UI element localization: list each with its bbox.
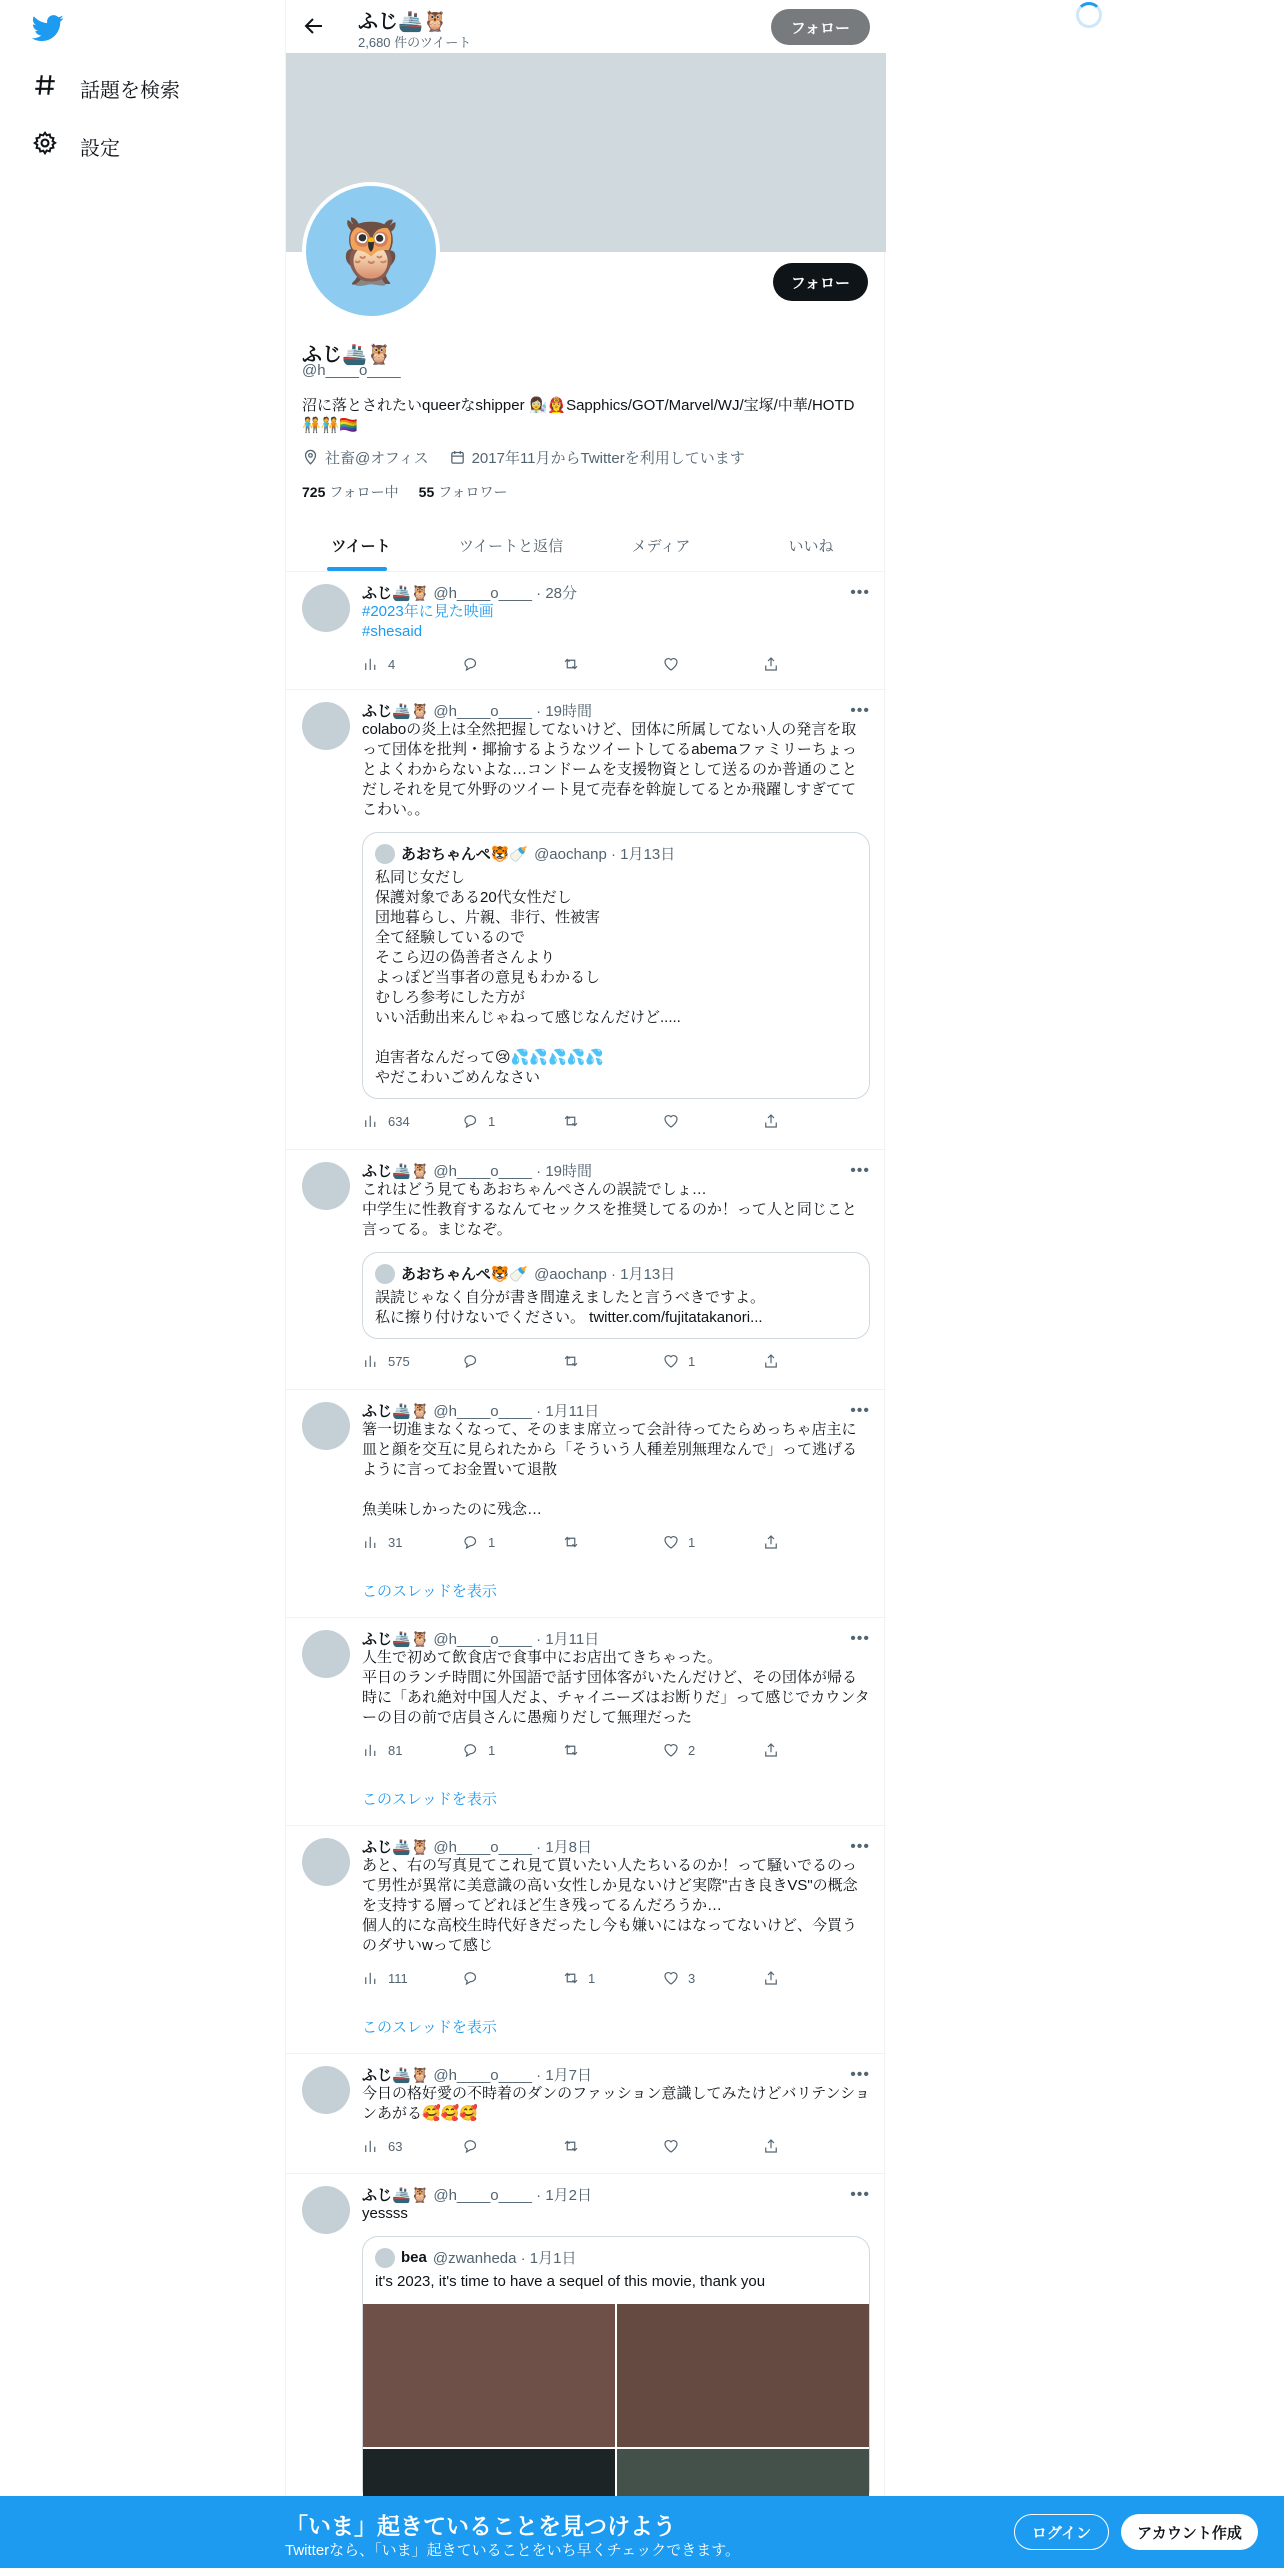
- tweet-text: 今日の格好愛の不時着のダンのファッション意識してみたけどバリテンションあがる🥰🥰🥰: [362, 2085, 870, 2122]
- header-name: ふじ🚢🦉: [358, 11, 448, 33]
- quote-author: あおちゃんぺ🐯🍼: [401, 1266, 529, 1283]
- avatar[interactable]: [302, 1162, 350, 1210]
- retweet-icon: [562, 1112, 580, 1130]
- tab-tweets-replies[interactable]: ツイートと返信: [458, 537, 564, 555]
- share-icon: [762, 1969, 780, 1987]
- avatar: [375, 844, 395, 864]
- quote-text: it's 2023, it's time to have a sequel of this movie, thank you: [375, 2273, 766, 2290]
- like-button[interactable]: [662, 655, 762, 673]
- avatar[interactable]: [302, 702, 350, 750]
- heart-icon: [662, 655, 680, 673]
- tweet-author[interactable]: ふじ🚢🦉: [362, 2186, 430, 2204]
- share-icon: [762, 655, 780, 673]
- banner-subtitle: Twitterなら、「いま」起きていることをいち早くチェックできます。: [285, 2542, 741, 2559]
- heart-icon: [662, 1969, 680, 1987]
- quote-meta: @aochanp · 1月13日: [534, 1266, 676, 1283]
- share-icon: [762, 2137, 780, 2155]
- retweet-button[interactable]: 1: [562, 1969, 662, 1987]
- profile-column: [285, 0, 885, 2568]
- quote-media-grid[interactable]: [363, 2304, 869, 2504]
- quote-text: 私同じ女だし 保護対象である20代女性だし 団地暮らし、片親、非行、性被害 全て経験しているので そこら辺の偽善者さんより よっぽど当事者の意見もわかるし むしろ参考にした方が いい活動出来んじゃねって感じなんだけど..... 迫害者なんだって😢💦💦💦💦💦 やだこわいごめんなさい: [375, 869, 681, 1086]
- quoted-tweet[interactable]: [362, 2236, 870, 2505]
- retweet-button[interactable]: [562, 655, 662, 673]
- gear-icon: [32, 130, 58, 162]
- more-icon[interactable]: •••: [850, 702, 870, 719]
- left-nav: [0, 0, 285, 2568]
- more-icon[interactable]: •••: [850, 2186, 870, 2203]
- media-image[interactable]: [363, 2304, 615, 2447]
- tweet-text: 人生で初めて飲食店で食事中にお店出てきちゃった。 平日のランチ時間に外国語で話す団体客がいたんだけど、その団体が帰る時に「あれ絶対中国人だよ、チャイニーズはお断りだ」って感じでカウンターの目の前で店員さんに愚痴りだして無理だった: [362, 1649, 870, 1726]
- views-button[interactable]: 63: [362, 2137, 462, 2155]
- tweet-meta: @h____o____ · 28分: [433, 584, 578, 602]
- reply-icon: [462, 1352, 480, 1370]
- tweet-meta: @h____o____ · 19時間: [433, 1162, 593, 1180]
- tweet-meta: @h____o____ · 19時間: [433, 702, 593, 720]
- location-pin-icon: [302, 449, 319, 466]
- like-button[interactable]: 2: [662, 1741, 762, 1759]
- more-icon[interactable]: •••: [850, 584, 870, 601]
- avatar[interactable]: [302, 1838, 350, 1886]
- share-button[interactable]: [762, 1533, 862, 1551]
- header-tweet-count: 2,680 件のツイート: [358, 35, 472, 50]
- profile-follow-stats: [302, 482, 508, 502]
- like-button[interactable]: 1: [662, 1533, 762, 1551]
- tweet-text: これはどう見てもあおちゃんぺさんの誤読でしょ… 中学生に性教育するなんてセックスを推奨してるのか！って人と同じこと言ってる。まじなぞ。: [362, 1181, 857, 1238]
- profile-header-bar: [286, 0, 886, 53]
- like-button[interactable]: 1: [662, 1352, 762, 1370]
- nav-explore-label: 話題を検索: [80, 79, 180, 102]
- profile-tabs: [286, 519, 886, 572]
- tweet-author[interactable]: ふじ🚢🦉: [362, 1162, 430, 1180]
- tweet-author[interactable]: ふじ🚢🦉: [362, 584, 430, 602]
- views-button[interactable]: 31: [362, 1533, 462, 1551]
- share-button[interactable]: [762, 2137, 862, 2155]
- retweet-icon: [562, 1533, 580, 1551]
- retweet-button[interactable]: [562, 1741, 662, 1759]
- retweet-button[interactable]: [562, 1533, 662, 1551]
- show-thread-link[interactable]: このスレッドを表示: [362, 2019, 497, 2036]
- tweet-text: あと、右の写真見てこれ見て買いたい人たちいるのか！って騒いでるのって男性が異常に美意識の高い女性しか見ないけど実際"古き良きVS"の概念を支持する層ってどれほど生き残ってるんだろうか… 個人的にな高校生時代好きだったし今も嫌いにはなってないけど、今買うのダサいwって感じ: [362, 1857, 858, 1954]
- tweet-author[interactable]: ふじ🚢🦉: [362, 1630, 430, 1648]
- quote-meta: @zwanheda · 1月1日: [432, 2250, 577, 2267]
- views-button[interactable]: 111: [362, 1969, 462, 1987]
- heart-icon: [662, 1741, 680, 1759]
- retweet-button[interactable]: [562, 1112, 662, 1130]
- tweet-author[interactable]: ふじ🚢🦉: [362, 702, 430, 720]
- tweet[interactable]: [286, 1390, 886, 1618]
- retweet-button[interactable]: [562, 2137, 662, 2155]
- follow-button[interactable]: フォロー: [773, 263, 868, 301]
- tweet-meta: @h____o____ · 1月7日: [433, 2066, 593, 2084]
- views-chart-icon: [362, 1533, 380, 1551]
- heart-icon: [662, 1352, 680, 1370]
- views-button[interactable]: 81: [362, 1741, 462, 1759]
- reply-button[interactable]: [462, 655, 562, 673]
- signup-banner: [0, 2496, 1284, 2568]
- reply-button[interactable]: [462, 2137, 562, 2155]
- heart-icon: [662, 2137, 680, 2155]
- share-icon: [762, 1352, 780, 1370]
- reply-icon: [462, 2137, 480, 2155]
- header-follow-button[interactable]: フォロー: [771, 9, 870, 45]
- more-icon[interactable]: •••: [850, 1402, 870, 1419]
- share-button[interactable]: [762, 1352, 862, 1370]
- more-icon[interactable]: •••: [850, 1162, 870, 1179]
- tweet[interactable]: [286, 690, 886, 1150]
- avatar: [375, 1264, 395, 1284]
- views-button[interactable]: 575: [362, 1352, 462, 1370]
- profile-name: ふじ🚢🦉: [302, 344, 392, 366]
- more-icon[interactable]: •••: [850, 2066, 870, 2083]
- tweet[interactable]: [286, 572, 886, 690]
- tweet[interactable]: [286, 1150, 886, 1390]
- tweet-meta: @h____o____ · 1月11日: [433, 1630, 600, 1648]
- avatar: [375, 2248, 395, 2268]
- profile-joined: [449, 447, 745, 468]
- tab-tweets[interactable]: ツイート: [286, 519, 436, 571]
- tweet-text: 箸一切進まなくなって、そのまま席立って会計待ってたらめっちゃ店主に皿と顔を交互に見られたから「そういう人種差別無理なんで」って逃げるように言ってお金置いて退散 魚美味しかったのに残念…: [362, 1421, 858, 1518]
- reply-icon: [462, 1112, 480, 1130]
- share-icon: [762, 1112, 780, 1130]
- tweet[interactable]: [286, 2054, 886, 2174]
- quoted-tweet[interactable]: [362, 1252, 870, 1339]
- retweet-icon: [562, 1741, 580, 1759]
- loading-spinner-icon: [1076, 2, 1102, 28]
- tweet-text: yessss: [362, 2205, 408, 2222]
- hashtag-link[interactable]: #shesaid: [362, 623, 423, 640]
- views-button[interactable]: 4: [362, 655, 462, 673]
- show-thread-link[interactable]: このスレッドを表示: [362, 1583, 497, 1600]
- quote-text: 誤読じゃなく自分が書き間違えましたと言うべきですよ。 私に擦り付けないでください。 twitter.com/fujitatakanori...: [375, 1289, 766, 1326]
- hashtag-link[interactable]: #2023年に見た映画: [362, 603, 494, 620]
- nav-explore[interactable]: [32, 72, 180, 104]
- tweet-meta: @h____o____ · 1月8日: [433, 1838, 593, 1856]
- avatar[interactable]: [302, 584, 350, 632]
- nav-settings[interactable]: [32, 130, 120, 162]
- views-chart-icon: [362, 1969, 380, 1987]
- quote-meta: @aochanp · 1月13日: [534, 846, 676, 863]
- share-icon: [762, 1741, 780, 1759]
- tweet-text: colaboの炎上は全然把握してないけど、団体に所属してない人の発言を取って団体を批判・揶揄するようなツイートしてるabemaファミリーちょっとよくわからないよな…コンドームを支援物資として送るのか普通のことだしそれを見て外野のツイート見て売春を斡旋してるとか飛躍しすぎててこわい。。: [362, 721, 858, 818]
- like-button[interactable]: [662, 2137, 762, 2155]
- reply-icon: [462, 655, 480, 673]
- media-image[interactable]: [617, 2304, 869, 2447]
- followers-link[interactable]: 55 フォロワー: [418, 484, 508, 500]
- profile-meta: [302, 447, 745, 468]
- retweet-icon: [562, 1352, 580, 1370]
- views-chart-icon: [362, 655, 380, 673]
- reply-button[interactable]: [462, 1969, 562, 1987]
- hashtag-icon: [32, 72, 58, 104]
- retweet-icon: [562, 2137, 580, 2155]
- avatar[interactable]: [302, 1402, 350, 1450]
- views-chart-icon: [362, 1741, 380, 1759]
- retweet-icon: [562, 655, 580, 673]
- banner-title: 「いま」起きていることを見つけよう: [285, 2513, 676, 2539]
- like-button[interactable]: [662, 1112, 762, 1130]
- profile-location: [302, 447, 429, 468]
- reply-icon: [462, 1533, 480, 1551]
- tweet[interactable]: [286, 1618, 886, 1826]
- tweet[interactable]: [286, 2174, 886, 2496]
- tweet-author[interactable]: ふじ🚢🦉: [362, 1838, 430, 1856]
- tweet-author[interactable]: ふじ🚢🦉: [362, 1402, 430, 1420]
- views-chart-icon: [362, 2137, 380, 2155]
- share-button[interactable]: [762, 1741, 862, 1759]
- location-text: 社畜@オフィス: [325, 450, 429, 467]
- views-chart-icon: [362, 1112, 380, 1130]
- profile-handle: @h____o____: [302, 362, 401, 379]
- retweet-icon: [562, 1969, 580, 1987]
- tab-media[interactable]: メディア: [631, 537, 691, 555]
- tab-likes[interactable]: いいね: [788, 537, 834, 555]
- share-button[interactable]: [762, 1969, 862, 1987]
- avatar[interactable]: [302, 2066, 350, 2114]
- share-button[interactable]: [762, 655, 862, 673]
- more-icon[interactable]: •••: [850, 1630, 870, 1647]
- joined-text: 2017年11月からTwitterを利用しています: [471, 450, 745, 467]
- tweet-meta: @h____o____ · 1月11日: [433, 1402, 600, 1420]
- heart-icon: [662, 1112, 680, 1130]
- profile-avatar[interactable]: 🦉: [302, 182, 440, 320]
- reply-button[interactable]: 1: [462, 1533, 562, 1551]
- avatar[interactable]: [302, 2186, 350, 2234]
- quote-author: あおちゃんぺ🐯🍼: [401, 846, 529, 863]
- heart-icon: [662, 1533, 680, 1551]
- quote-author: bea: [401, 2249, 427, 2266]
- twitter-bird-icon[interactable]: [32, 12, 64, 44]
- tweet[interactable]: [286, 1826, 886, 2054]
- quoted-tweet[interactable]: [362, 832, 870, 1099]
- following-link[interactable]: 725 フォロー中: [302, 484, 399, 500]
- back-arrow-icon[interactable]: [302, 14, 326, 38]
- signup-button[interactable]: アカウント作成: [1121, 2514, 1258, 2550]
- show-thread-link[interactable]: このスレッドを表示: [362, 1791, 497, 1808]
- calendar-icon: [449, 449, 466, 466]
- tweet-author[interactable]: ふじ🚢🦉: [362, 2066, 430, 2084]
- reply-icon: [462, 1969, 480, 1987]
- login-button[interactable]: ログイン: [1014, 2514, 1109, 2550]
- reply-button[interactable]: 1: [462, 1112, 562, 1130]
- profile-bio: 沼に落とされたいqueerなshipper 👩‍🔬👩‍🚒Sapphics/GOT/Marvel/WJ/宝塚/中華/HOTD 🧑‍🤝‍🧑🧑‍🤝‍🧑🏳️‍🌈: [302, 397, 855, 434]
- like-button[interactable]: 3: [662, 1969, 762, 1987]
- reply-icon: [462, 1741, 480, 1759]
- retweet-button[interactable]: [562, 1352, 662, 1370]
- avatar[interactable]: [302, 1630, 350, 1678]
- reply-button[interactable]: [462, 1352, 562, 1370]
- views-button[interactable]: 634: [362, 1112, 462, 1130]
- reply-button[interactable]: 1: [462, 1741, 562, 1759]
- more-icon[interactable]: •••: [850, 1838, 870, 1855]
- tweet-meta: @h____o____ · 1月2日: [433, 2186, 593, 2204]
- nav-settings-label: 設定: [80, 137, 120, 160]
- views-chart-icon: [362, 1352, 380, 1370]
- share-button[interactable]: [762, 1112, 862, 1130]
- share-icon: [762, 1533, 780, 1551]
